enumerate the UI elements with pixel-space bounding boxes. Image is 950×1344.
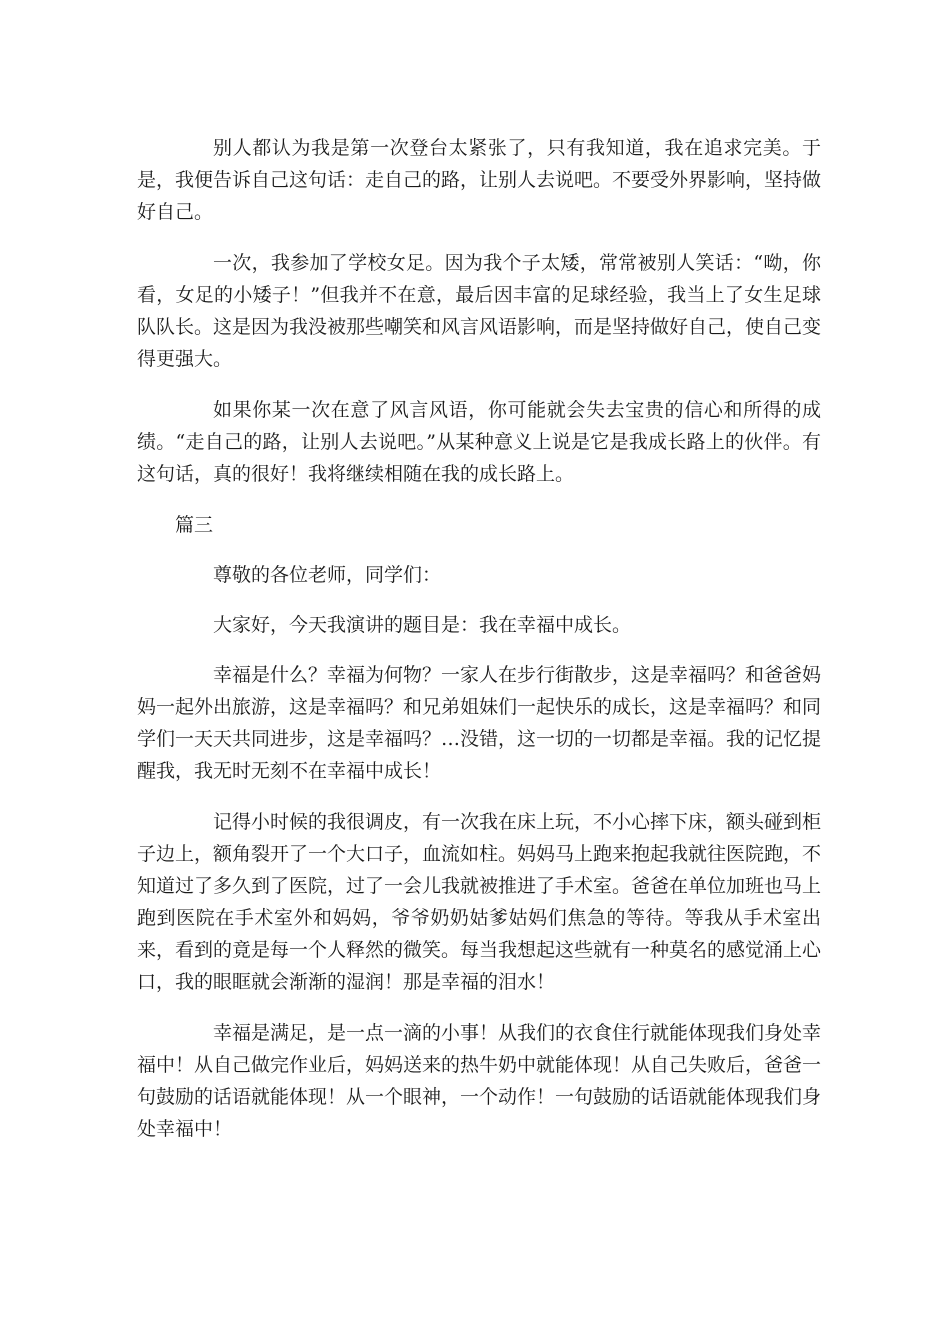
- greeting: 大家好，今天我演讲的题目是：我在幸福中成长。: [213, 614, 632, 636]
- paragraph: 幸福是满足，是一点一滴的小事！从我们的衣食住行就能体现我们身处幸福中！从自己做完作业后，妈妈送来的热牛奶中就能体现！从自己失败后，爸爸一句鼓励的话语就能体现！从一个眼神，一个动作！一句鼓励的话语就能体现我们身处幸福中！: [137, 1022, 822, 1140]
- document-body: [137, 132, 821, 1164]
- paragraph: 一次，我参加了学校女足。因为我个子太矮，常常被别人笑话：“呦，你看，女足的小矮子！”但我并不在意，最后因丰富的足球经验，我当上了女生足球队队长。这是因为我没被那些嘲笑和风言风语影响，而是坚持做好自己，使自己变得更强大。: [137, 252, 822, 370]
- paragraph: 别人都认为我是第一次登台太紧张了，只有我知道，我在追求完美。于是，我便告诉自己这句话：走自己的路，让别人去说吧。不要受外界影响，坚持做好自己。: [137, 137, 822, 223]
- section-heading: 篇三: [175, 514, 214, 536]
- paragraph: 记得小时候的我很调皮，有一次我在床上玩，不小心摔下床，额头碰到柜子边上，额角裂开了一个大口子，血流如柱。妈妈马上跑来抱起我就往医院跑，不知道过了多久到了医院，过了一会儿我就被推进了手术室。爸爸在单位加班也马上跑到医院在手术室外和妈妈，爷爷奶奶姑爹姑妈们焦急的等待。等我从手术室出来，看到的竟是每一个人释然的微笑。每当我想起这些就有一种莫名的感觉涌上心口，我的眼眶就会渐渐的湿润！那是幸福的泪水！: [137, 811, 822, 993]
- salutation: 尊敬的各位老师，同学们：: [213, 564, 442, 586]
- paragraph: 幸福是什么？幸福为何物？一家人在步行街散步，这是幸福吗？和爸爸妈妈一起外出旅游，这是幸福吗？和兄弟姐妹们一起快乐的成长，这是幸福吗？和同学们一天天共同进步，这是幸福吗？…没错，这一切的一切都是幸福。我的记忆提醒我，我无时无刻不在幸福中成长！: [137, 664, 822, 782]
- paragraph: 如果你某一次在意了风言风语，你可能就会失去宝贵的信心和所得的成绩。“走自己的路，让别人去说吧。”从某种意义上说是它是我成长路上的伙伴。有这句话，真的很好！我将继续相随在我的成长路上。: [137, 399, 821, 485]
